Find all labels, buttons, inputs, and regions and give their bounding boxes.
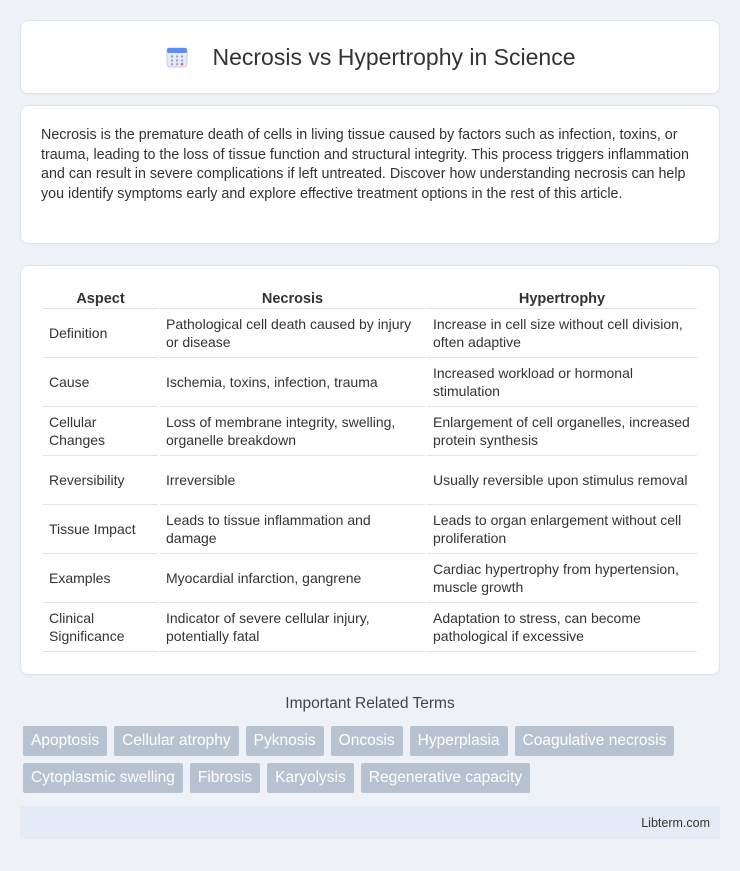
row-hypertrophy: Usually reversible upon stimulus removal bbox=[427, 456, 697, 505]
page-title: Necrosis vs Hypertrophy in Science bbox=[212, 43, 576, 70]
table-row bbox=[43, 407, 697, 456]
row-necrosis: Irreversible bbox=[160, 456, 425, 505]
row-necrosis: Loss of membrane integrity, swelling, organelle breakdown bbox=[160, 407, 425, 456]
table-header-row bbox=[43, 286, 697, 309]
term-tag[interactable]: Regenerative capacity bbox=[361, 763, 530, 793]
term-tag[interactable]: Cytoplasmic swelling bbox=[23, 763, 183, 793]
table-row bbox=[43, 358, 697, 407]
row-aspect: Examples bbox=[43, 554, 158, 603]
table-row bbox=[43, 505, 697, 554]
row-hypertrophy: Increased workload or hormonal stimulation bbox=[427, 358, 697, 407]
row-necrosis: Myocardial infarction, gangrene bbox=[160, 554, 425, 603]
row-aspect: Reversibility bbox=[43, 456, 158, 505]
comparison-table bbox=[41, 286, 699, 652]
comparison-card bbox=[20, 265, 720, 675]
term-tag[interactable]: Apoptosis bbox=[23, 726, 107, 756]
row-aspect: Clinical Significance bbox=[43, 603, 158, 652]
row-hypertrophy: Increase in cell size without cell division, often adaptive bbox=[427, 309, 697, 358]
term-tag[interactable]: Hyperplasia bbox=[410, 726, 508, 756]
row-hypertrophy: Leads to organ enlargement without cell proliferation bbox=[427, 505, 697, 554]
row-necrosis: Pathological cell death caused by injury or disease bbox=[160, 309, 425, 358]
term-tag[interactable]: Karyolysis bbox=[267, 763, 354, 793]
row-aspect: Definition bbox=[43, 309, 158, 358]
calendar-icon bbox=[164, 44, 190, 70]
term-tag[interactable]: Pyknosis bbox=[246, 726, 324, 756]
row-hypertrophy: Adaptation to stress, can become pathological if excessive bbox=[427, 603, 697, 652]
table-row bbox=[43, 309, 697, 358]
intro-text: Necrosis is the premature death of cells in living tissue caused by factors such as infection, toxins, or trauma, leading to the loss of tissue function and structural integrity. This process triggers inflammation and can result in severe complications if left untreated. Discover how understanding necrosis can help you identify symptoms early and explore effective treatment options in the rest of this article. bbox=[41, 127, 689, 202]
row-necrosis: Indicator of severe cellular injury, potentially fatal bbox=[160, 603, 425, 652]
term-tag[interactable]: Fibrosis bbox=[190, 763, 260, 793]
row-hypertrophy: Enlargement of cell organelles, increased protein synthesis bbox=[427, 407, 697, 456]
table-row bbox=[43, 603, 697, 652]
intro-card bbox=[20, 105, 720, 244]
row-necrosis: Leads to tissue inflammation and damage bbox=[160, 505, 425, 554]
related-terms-heading: Important Related Terms bbox=[285, 695, 455, 712]
table-row bbox=[43, 554, 697, 603]
term-tag[interactable]: Oncosis bbox=[331, 726, 403, 756]
related-terms-tags bbox=[0, 726, 740, 793]
header-aspect: Aspect bbox=[43, 286, 158, 309]
row-necrosis: Ischemia, toxins, infection, trauma bbox=[160, 358, 425, 407]
table-row bbox=[43, 456, 697, 505]
footer bbox=[20, 806, 720, 839]
footer-site-link[interactable]: Libterm.com bbox=[641, 815, 710, 830]
row-aspect: Cellular Changes bbox=[43, 407, 158, 456]
row-hypertrophy: Cardiac hypertrophy from hypertension, muscle growth bbox=[427, 554, 697, 603]
header-hypertrophy: Hypertrophy bbox=[427, 286, 697, 309]
term-tag[interactable]: Cellular atrophy bbox=[114, 726, 239, 756]
row-aspect: Tissue Impact bbox=[43, 505, 158, 554]
header-necrosis: Necrosis bbox=[160, 286, 425, 309]
row-aspect: Cause bbox=[43, 358, 158, 407]
related-terms-section bbox=[0, 695, 740, 793]
term-tag[interactable]: Coagulative necrosis bbox=[515, 726, 675, 756]
page-header bbox=[20, 20, 720, 94]
